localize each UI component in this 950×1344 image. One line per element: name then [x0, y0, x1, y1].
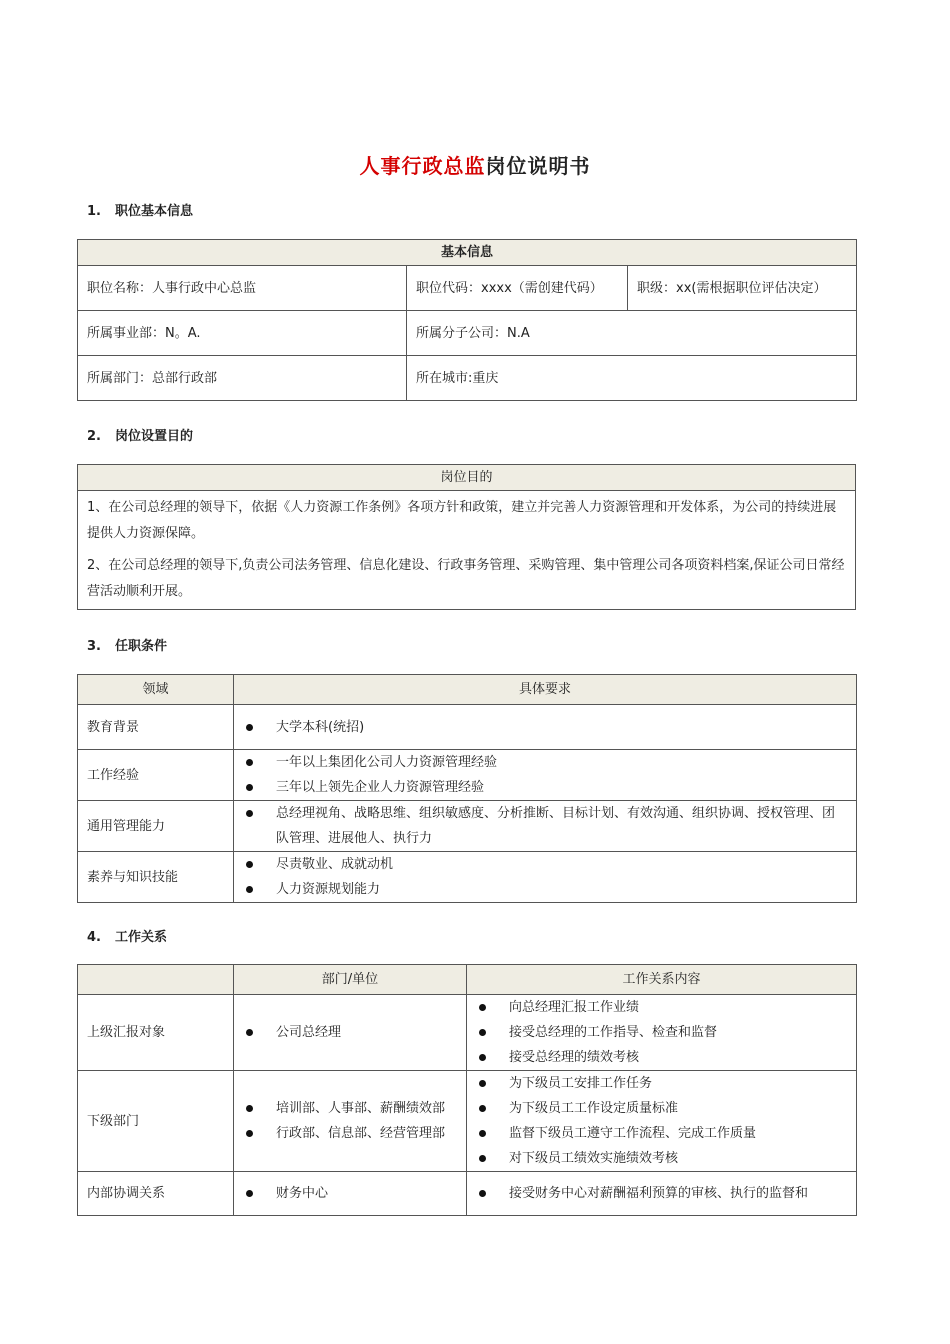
units-cell: [234, 995, 467, 1071]
section-1-heading: [87, 200, 193, 219]
section-title: 岗位设置目的: [115, 429, 194, 444]
branch-cell: 所属分子公司：N.A: [407, 311, 857, 356]
purpose-table: [77, 464, 856, 610]
department-cell: 所属部门：总部行政部: [78, 356, 407, 401]
requirements-cell: [234, 750, 857, 801]
table-row: [78, 750, 857, 801]
table-header: 基本信息: [78, 240, 857, 266]
job-code-cell: 职位代码：xxxx（需创建代码）: [407, 266, 628, 311]
table-row: [78, 1071, 857, 1172]
section-title: 职位基本信息: [115, 204, 194, 219]
list-item: 尽责敬业、成就动机: [243, 852, 847, 877]
table-row: [78, 705, 857, 750]
list-item: 财务中心: [243, 1181, 457, 1206]
list-item: 公司总经理: [243, 1020, 457, 1045]
content-cell: [467, 1071, 857, 1172]
section-4-heading: [87, 926, 167, 945]
list-item: 接受财务中心对薪酬福利预算的审核、执行的监督和: [476, 1181, 847, 1206]
table-row: [78, 1172, 857, 1216]
title-highlight: 人事行政总监: [359, 154, 486, 178]
list-item: 为下级员工工作设定质量标准: [476, 1096, 847, 1121]
relation-cell: 上级汇报对象: [78, 995, 234, 1071]
area-cell: 工作经验: [78, 750, 234, 801]
job-name-cell: 职位名称：人事行政中心总监: [78, 266, 407, 311]
area-cell: 教育背景: [78, 705, 234, 750]
list-item: 为下级员工安排工作任务: [476, 1071, 847, 1096]
area-cell: 通用管理能力: [78, 801, 234, 852]
list-item: 行政部、信息部、经营管理部: [243, 1121, 457, 1146]
list-item: 接受总经理的绩效考核: [476, 1045, 847, 1070]
section-3-heading: [87, 635, 167, 654]
list-item: 大学本科(统招): [243, 715, 847, 740]
business-unit-cell: 所属事业部：N。A.: [78, 311, 407, 356]
list-item: 总经理视角、战略思维、组织敏感度、分析推断、目标计划、有效沟通、组织协调、授权管理、团队管理、进展他人、执行力: [243, 801, 847, 851]
requirements-cell: [234, 852, 857, 903]
list-item: 一年以上集团化公司人力资源管理经验: [243, 750, 847, 775]
table-row: [78, 801, 857, 852]
relation-cell: 下级部门: [78, 1071, 234, 1172]
column-header: 工作关系内容: [467, 965, 857, 995]
purpose-cell: [78, 491, 856, 610]
purpose-paragraph-1: 1、在公司总经理的领导下，依据《人力资源工作条例》各项方针和政策，建立并完善人力资源管理和开发体系，为公司的持续进展提供人力资源保障。: [87, 500, 837, 541]
document-title: [0, 150, 950, 179]
content-cell: [467, 995, 857, 1071]
list-item: 培训部、人事部、薪酬绩效部: [243, 1096, 457, 1121]
job-level-cell: 职级：xx(需根据职位评估决定）: [628, 266, 857, 311]
section-number: 1.: [87, 204, 101, 219]
table-row: [78, 995, 857, 1071]
area-cell: 素养与知识技能: [78, 852, 234, 903]
section-number: 4.: [87, 930, 101, 945]
list-item: 三年以上领先企业人力资源管理经验: [243, 775, 847, 800]
qualification-table: [77, 674, 857, 903]
requirements-cell: [234, 705, 857, 750]
title-rest: 岗位说明书: [485, 154, 591, 178]
table-header: 岗位目的: [78, 465, 856, 491]
section-title: 工作关系: [115, 930, 168, 945]
section-2-heading: [87, 425, 193, 444]
list-item: 向总经理汇报工作业绩: [476, 995, 847, 1020]
relationship-table: [77, 964, 857, 1216]
city-cell: 所在城市:重庆: [407, 356, 857, 401]
section-number: 2.: [87, 429, 101, 444]
list-item: 对下级员工绩效实施绩效考核: [476, 1146, 847, 1171]
relation-cell: 内部协调关系: [78, 1172, 234, 1216]
basic-info-table: [77, 239, 857, 401]
section-number: 3.: [87, 639, 101, 654]
units-cell: [234, 1071, 467, 1172]
content-cell: [467, 1172, 857, 1216]
purpose-paragraph-2: 2、在公司总经理的领导下,负责公司法务管理、信息化建设、行政事务管理、采购管理、集中管理公司各项资料档案,保证公司日常经营活动顺利开展。: [87, 558, 845, 599]
list-item: 接受总经理的工作指导、检查和监督: [476, 1020, 847, 1045]
list-item: 人力资源规划能力: [243, 877, 847, 902]
column-header: 领域: [78, 675, 234, 705]
column-header: 部门/单位: [234, 965, 467, 995]
column-header: [78, 965, 234, 995]
units-cell: [234, 1172, 467, 1216]
list-item: 监督下级员工遵守工作流程、完成工作质量: [476, 1121, 847, 1146]
requirements-cell: [234, 801, 857, 852]
section-title: 任职条件: [115, 639, 168, 654]
table-row: [78, 852, 857, 903]
column-header: 具体要求: [234, 675, 857, 705]
